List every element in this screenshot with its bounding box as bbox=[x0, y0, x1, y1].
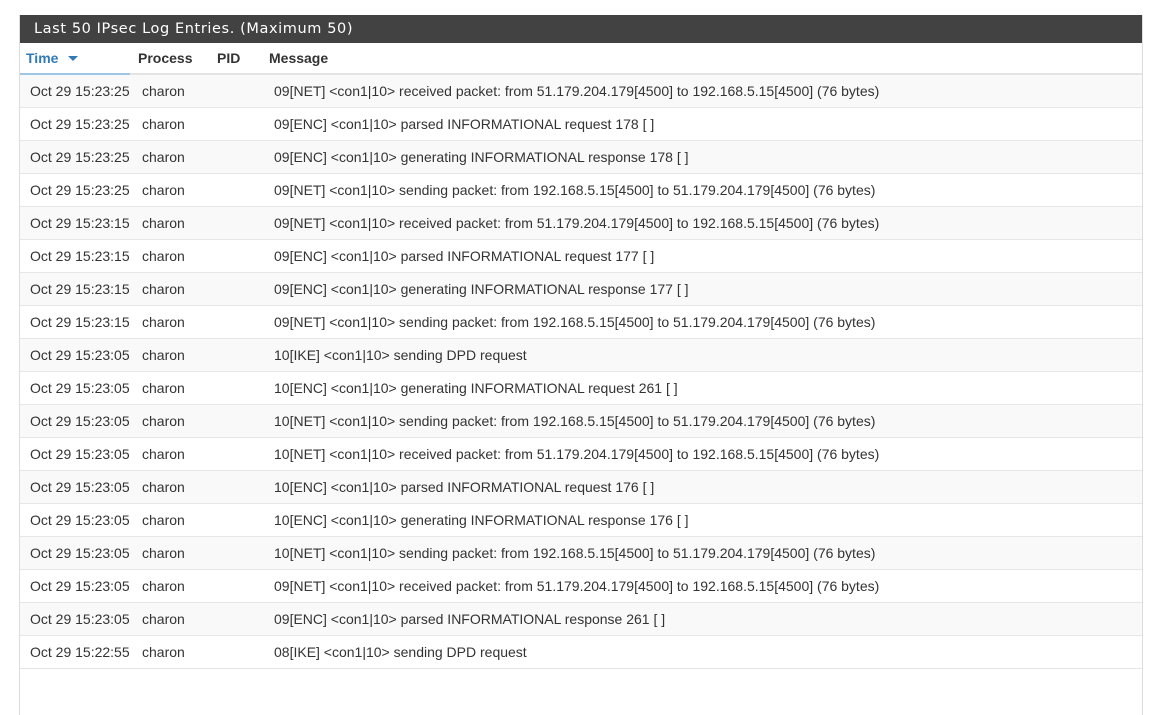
log-time-cell: Oct 29 15:23:05 bbox=[20, 437, 130, 470]
column-header-pid[interactable]: PID bbox=[214, 43, 264, 74]
log-message-cell: 10[ENC] <con1|10> parsed INFORMATIONAL request 176 [ ] bbox=[264, 470, 1142, 503]
table-row bbox=[20, 173, 1142, 206]
log-process-cell: charon bbox=[130, 371, 214, 404]
log-time-cell: Oct 29 15:22:55 bbox=[20, 635, 130, 668]
log-pid-cell bbox=[214, 404, 264, 437]
table-row bbox=[20, 470, 1142, 503]
table-row bbox=[20, 404, 1142, 437]
ipsec-log-panel bbox=[19, 15, 1143, 715]
table-row bbox=[20, 437, 1142, 470]
log-pid-cell bbox=[214, 206, 264, 239]
log-process-cell: charon bbox=[130, 536, 214, 569]
log-time-cell: Oct 29 15:23:05 bbox=[20, 569, 130, 602]
log-message-cell: 10[ENC] <con1|10> generating INFORMATIONAL response 176 [ ] bbox=[264, 503, 1142, 536]
table-row bbox=[20, 503, 1142, 536]
log-time-cell: Oct 29 15:23:05 bbox=[20, 371, 130, 404]
log-process-cell: charon bbox=[130, 437, 214, 470]
log-process-cell: charon bbox=[130, 206, 214, 239]
log-pid-cell bbox=[214, 140, 264, 173]
log-pid-cell bbox=[214, 173, 264, 206]
log-time-cell: Oct 29 15:23:05 bbox=[20, 503, 130, 536]
log-pid-cell bbox=[214, 239, 264, 272]
log-process-cell: charon bbox=[130, 107, 214, 140]
log-process-cell: charon bbox=[130, 503, 214, 536]
log-message-cell: 09[ENC] <con1|10> generating INFORMATIONAL response 177 [ ] bbox=[264, 272, 1142, 305]
log-pid-cell bbox=[214, 338, 264, 371]
table-row bbox=[20, 602, 1142, 635]
log-time-cell: Oct 29 15:23:05 bbox=[20, 602, 130, 635]
table-row bbox=[20, 305, 1142, 338]
log-time-cell: Oct 29 15:23:25 bbox=[20, 74, 130, 107]
log-process-cell: charon bbox=[130, 404, 214, 437]
log-message-cell: 10[NET] <con1|10> sending packet: from 192.168.5.15[4500] to 51.179.204.179[4500] (76 bytes) bbox=[264, 404, 1142, 437]
log-message-cell: 09[ENC] <con1|10> parsed INFORMATIONAL request 178 [ ] bbox=[264, 107, 1142, 140]
log-process-cell: charon bbox=[130, 635, 214, 668]
log-message-cell: 08[IKE] <con1|10> sending DPD request bbox=[264, 635, 1142, 668]
log-pid-cell bbox=[214, 305, 264, 338]
panel-title: Last 50 IPsec Log Entries. (Maximum 50) bbox=[20, 15, 1142, 43]
column-header-time-label: Time bbox=[26, 50, 59, 66]
log-message-cell: 09[NET] <con1|10> received packet: from 51.179.204.179[4500] to 192.168.5.15[4500] (76 bytes) bbox=[264, 569, 1142, 602]
log-process-cell: charon bbox=[130, 470, 214, 503]
table-header-row bbox=[20, 43, 1142, 74]
log-message-cell: 10[ENC] <con1|10> generating INFORMATIONAL request 261 [ ] bbox=[264, 371, 1142, 404]
log-process-cell: charon bbox=[130, 74, 214, 107]
log-message-cell: 10[NET] <con1|10> received packet: from 51.179.204.179[4500] to 192.168.5.15[4500] (76 bytes) bbox=[264, 437, 1142, 470]
log-message-cell: 09[ENC] <con1|10> parsed INFORMATIONAL request 177 [ ] bbox=[264, 239, 1142, 272]
log-process-cell: charon bbox=[130, 602, 214, 635]
log-pid-cell bbox=[214, 74, 264, 107]
table-row bbox=[20, 338, 1142, 371]
table-row bbox=[20, 536, 1142, 569]
table-row bbox=[20, 140, 1142, 173]
log-pid-cell bbox=[214, 635, 264, 668]
log-pid-cell bbox=[214, 503, 264, 536]
log-time-cell: Oct 29 15:23:05 bbox=[20, 536, 130, 569]
table-row bbox=[20, 107, 1142, 140]
table-row bbox=[20, 371, 1142, 404]
table-row bbox=[20, 239, 1142, 272]
log-time-cell: Oct 29 15:23:05 bbox=[20, 338, 130, 371]
log-process-cell: charon bbox=[130, 140, 214, 173]
log-message-cell: 09[NET] <con1|10> sending packet: from 192.168.5.15[4500] to 51.179.204.179[4500] (76 bytes) bbox=[264, 173, 1142, 206]
log-process-cell: charon bbox=[130, 239, 214, 272]
log-time-cell: Oct 29 15:23:05 bbox=[20, 470, 130, 503]
log-time-cell: Oct 29 15:23:25 bbox=[20, 173, 130, 206]
log-process-cell: charon bbox=[130, 305, 214, 338]
log-message-cell: 09[NET] <con1|10> sending packet: from 192.168.5.15[4500] to 51.179.204.179[4500] (76 bytes) bbox=[264, 305, 1142, 338]
log-message-cell: 09[NET] <con1|10> received packet: from 51.179.204.179[4500] to 192.168.5.15[4500] (76 bytes) bbox=[264, 74, 1142, 107]
log-pid-cell bbox=[214, 371, 264, 404]
table-row bbox=[20, 635, 1142, 668]
log-time-cell: Oct 29 15:23:05 bbox=[20, 404, 130, 437]
log-time-cell: Oct 29 15:23:15 bbox=[20, 305, 130, 338]
log-process-cell: charon bbox=[130, 569, 214, 602]
log-message-cell: 10[IKE] <con1|10> sending DPD request bbox=[264, 338, 1142, 371]
log-message-cell: 09[ENC] <con1|10> parsed INFORMATIONAL response 261 [ ] bbox=[264, 602, 1142, 635]
table-row bbox=[20, 74, 1142, 107]
table-row bbox=[20, 206, 1142, 239]
column-header-time[interactable] bbox=[20, 43, 130, 74]
table-row bbox=[20, 272, 1142, 305]
log-pid-cell bbox=[214, 602, 264, 635]
log-time-cell: Oct 29 15:23:15 bbox=[20, 206, 130, 239]
log-message-cell: 09[ENC] <con1|10> generating INFORMATIONAL response 178 [ ] bbox=[264, 140, 1142, 173]
column-header-process[interactable]: Process bbox=[130, 43, 214, 74]
log-pid-cell bbox=[214, 107, 264, 140]
log-table-body bbox=[20, 74, 1142, 668]
log-message-cell: 10[NET] <con1|10> sending packet: from 192.168.5.15[4500] to 51.179.204.179[4500] (76 bytes) bbox=[264, 536, 1142, 569]
log-pid-cell bbox=[214, 569, 264, 602]
log-pid-cell bbox=[214, 272, 264, 305]
log-table bbox=[20, 43, 1142, 669]
table-row bbox=[20, 569, 1142, 602]
log-message-cell: 09[NET] <con1|10> received packet: from 51.179.204.179[4500] to 192.168.5.15[4500] (76 bytes) bbox=[264, 206, 1142, 239]
log-time-cell: Oct 29 15:23:25 bbox=[20, 107, 130, 140]
column-header-message[interactable]: Message bbox=[264, 43, 1142, 74]
log-process-cell: charon bbox=[130, 338, 214, 371]
log-pid-cell bbox=[214, 470, 264, 503]
log-process-cell: charon bbox=[130, 272, 214, 305]
log-time-cell: Oct 29 15:23:25 bbox=[20, 140, 130, 173]
caret-down-icon bbox=[68, 56, 78, 61]
log-pid-cell bbox=[214, 536, 264, 569]
log-time-cell: Oct 29 15:23:15 bbox=[20, 239, 130, 272]
log-process-cell: charon bbox=[130, 173, 214, 206]
log-pid-cell bbox=[214, 437, 264, 470]
log-time-cell: Oct 29 15:23:15 bbox=[20, 272, 130, 305]
